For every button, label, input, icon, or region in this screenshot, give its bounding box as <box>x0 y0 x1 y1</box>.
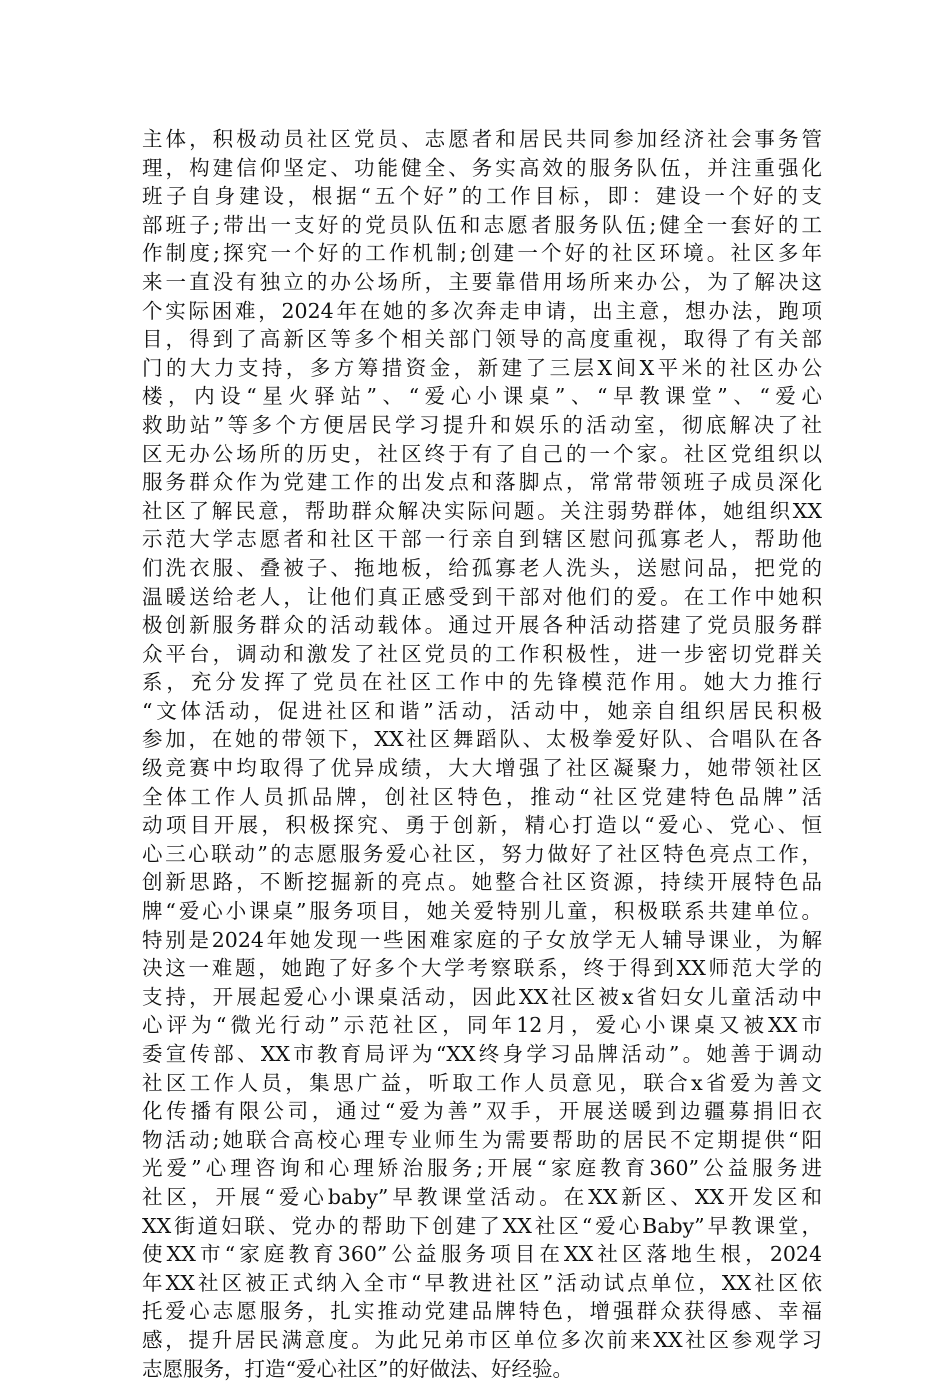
text-line: 作制度;探究一个好的工作机制;创建一个好的社区环境。社区多年 <box>142 241 822 266</box>
text-line: 目，得到了高新区等多个相关部门领导的高度重视，取得了有关部 <box>142 327 822 352</box>
text-line: 理，构建信仰坚定、功能健全、务实高效的服务队伍，并注重强化 <box>142 155 822 180</box>
text-line: 志愿服务，打造“爱心社区”的好做法、好经验。 <box>142 1356 573 1381</box>
text-line: 感，提升居民满意度。为此兄弟市区单位多次前来XX社区参观学习 <box>142 1327 822 1352</box>
text-line: XX街道妇联、党办的帮助下创建了XX社区“爱心Baby”早教课堂， <box>142 1213 822 1238</box>
text-line: 心评为“微光行动”示范社区，同年12月，爱心小课桌又被XX市 <box>142 1013 822 1038</box>
text-line: 部班子;带出一支好的党员队伍和志愿者服务队伍;健全一套好的工 <box>142 212 822 237</box>
text-line: 温暖送给老人，让他们真正感受到干部对他们的爱。在工作中她积 <box>142 584 822 609</box>
text-line: 个实际困难，2024年在她的多次奔走申请，出主意，想办法，跑项 <box>142 298 822 323</box>
text-line: 服务群众作为党建工作的出发点和落脚点，常常带领班子成员深化 <box>142 470 822 495</box>
text-line: “文体活动，促进社区和谐”活动，活动中，她亲自组织居民积极 <box>142 698 822 723</box>
text-line: 众平台，调动和激发了社区党员的工作积极性，进一步密切党群关 <box>142 641 822 666</box>
text-line: 特别是2024年她发现一些困难家庭的子女放学无人辅导课业，为解 <box>142 927 822 952</box>
text-line: 楼，内设“星火驿站”、“爱心小课桌”、“早教课堂”、“爱心 <box>142 384 822 409</box>
text-line: 级竞赛中均取得了优异成绩，大大增强了社区凝聚力，她带领社区 <box>142 756 822 781</box>
text-line: 年XX社区被正式纳入全市“早教进社区”活动试点单位，XX社区依 <box>142 1270 822 1295</box>
text-line: 决这一难题，她跑了好多个大学考察联系，终于得到XX师范大学的 <box>142 956 822 981</box>
text-line: 区无办公场所的历史，社区终于有了自己的一个家。社区党组织以 <box>142 441 822 466</box>
text-line: 示范大学志愿者和社区干部一行亲自到辖区慰问孤寡老人，帮助他 <box>142 527 822 552</box>
text-line: 创新思路，不断挖掘新的亮点。她整合社区资源，持续开展特色品 <box>142 870 822 895</box>
text-line: 社区工作人员，集思广益，听取工作人员意见，联合x省爱为善文 <box>142 1070 822 1095</box>
text-line: 主体，积极动员社区党员、志愿者和居民共同参加经济社会事务管 <box>142 127 822 151</box>
text-line: 化传播有限公司，通过“爱为善”双手，开展送暖到边疆募捐旧衣 <box>142 1099 822 1124</box>
text-line: 物活动;她联合高校心理专业师生为需要帮助的居民不定期提供“阳 <box>142 1127 822 1152</box>
text-line: 系，充分发挥了党员在社区工作中的先锋模范作用。她大力推行 <box>142 670 822 695</box>
text-line: 极创新服务群众的活动载体。通过开展各种活动搭建了党员服务群 <box>142 613 822 638</box>
text-line: 委宣传部、XX市教育局评为“XX终身学习品牌活动”。她善于调动 <box>142 1042 822 1066</box>
text-line: 牌“爱心小课桌”服务项目，她关爱特别儿童，积极联系共建单位。 <box>142 899 822 924</box>
text-line: 社区了解民意，帮助群众解决实际问题。关注弱势群体，她组织XX <box>142 498 822 523</box>
text-line: 全体工作人员抓品牌，创社区特色，推动“社区党建特色品牌”活 <box>142 784 822 809</box>
text-line: 社区，开展“爱心baby”早教课堂活动。在XX新区、XX开发区和 <box>142 1184 822 1209</box>
text-line: 动项目开展，积极探究、勇于创新，精心打造以“爱心、党心、恒 <box>142 813 822 838</box>
text-line: 班子自身建设，根据“五个好”的工作目标，即：建设一个好的支 <box>142 184 822 209</box>
text-line: 使XX市“家庭教育360”公益服务项目在XX社区落地生根，2024 <box>142 1242 822 1267</box>
text-line: 来一直没有独立的办公场所，主要靠借用场所来办公，为了解决这 <box>142 269 822 294</box>
text-line: 支持，开展起爱心小课桌活动，因此XX社区被x省妇女儿童活动中 <box>142 984 822 1009</box>
text-line: 参加，在她的带领下，XX社区舞蹈队、太极拳爱好队、合唱队在各 <box>142 727 822 752</box>
text-line: 们洗衣服、叠被子、拖地板，给孤寡老人洗头，送慰问品，把党的 <box>142 555 822 580</box>
body-paragraph <box>142 125 822 1383</box>
text-line: 心三心联动”的志愿服务爱心社区，努力做好了社区特色亮点工作， <box>142 841 822 866</box>
text-line: 门的大力支持，多方筹措资金，新建了三层X间X平米的社区办公 <box>142 355 822 380</box>
text-line: 救助站”等多个方便居民学习提升和娱乐的活动室，彻底解决了社 <box>142 412 822 437</box>
text-line: 托爱心志愿服务，扎实推动党建品牌特色，增强群众获得感、幸福 <box>142 1299 822 1324</box>
text-line: 光爱”心理咨询和心理矫治服务;开展“家庭教育360”公益服务进 <box>142 1156 822 1181</box>
